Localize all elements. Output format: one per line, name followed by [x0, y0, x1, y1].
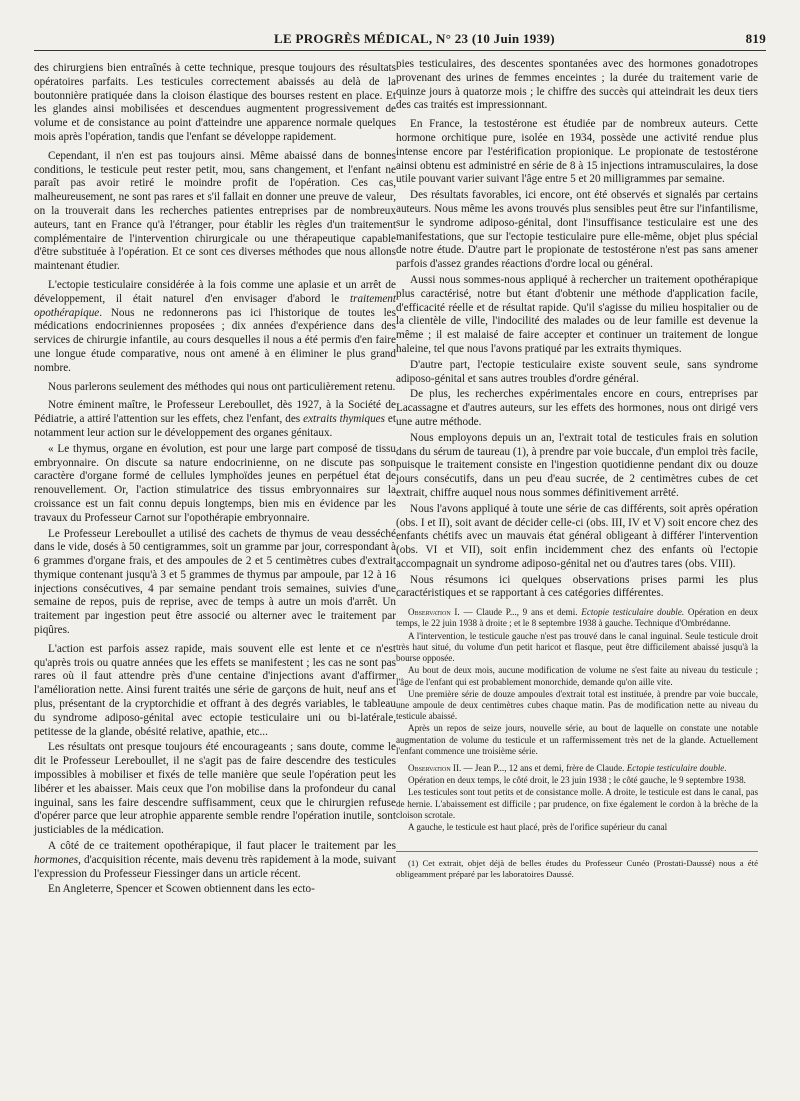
observation-text: Après un repos de seize jours, nouvelle série, au bout de laquelle on constate une notable augmentation de volume du testicule et un raffermissement très net de la glande. Actuellement l'enfant commence une troisième série.	[396, 723, 758, 756]
paragraph: des chirurgiens bien entraînés à cette technique, presque toujours des résultats opératoires parfaits. Les testicules correctement abaissés au delà de la boutonnière pratiquée dans la cloison élastique des bourses restent en place. Et les glandes ainsi mobilisées et descendues augmentent progressivement de volume et de consistance au point d'atteindre une apparence normale quelques mois après l'opération, tandis que l'enfant se développe rapidement.	[34, 62, 396, 143]
footnote-text: (1) Cet extrait, objet déjà de belles études du Professeur Cunéo (Prostati-Daussé) nous a été obligeamment préparé par les laboratoires Daussé.	[396, 858, 758, 879]
paragraph: Aussi nous sommes-nous appliqué à rechercher un traitement opothérapique plus caractérisé, notre but étant d'obtenir une méthode d'application facile, d'efficacité réelle et de résultat rapide. Qu'il s'agisse du milieu hospitalier ou de la clientèle de ville, l'indocilité des malades ou de leur famille est devenue la même ; il est malaisé de faire accepter et continuer un traitement de longue haleine, tel que nous l'avons pratiqué par les extraits thymiques.	[396, 273, 758, 355]
page-number: 819	[745, 31, 766, 46]
paragraph: Nous l'avons appliqué à toute une série de cas différents, soit après opération (obs. I et II), soit avant de décider celle-ci (obs. III, IV et V) soit encore chez des enfants chétifs avec un mauvais état général obligeant à différer l'intervention (obs. VI et VII), soit enfin incidemment chez des enfants où l'ectopie accompagnait un syndrome adiposo-génital net ou d'autres tares (obs. VIII).	[396, 502, 758, 570]
observation-heading: Observation II. — Jean P..., 12 ans et demi, frère de Claude. Ectopie testiculaire double.	[408, 762, 727, 773]
paragraph: Des résultats favorables, ici encore, ont été observés et signalés par certains auteurs. Nous même les avons trouvés plus sensibles peut être sur l'infantilisme, sur le syndrome adiposo-génital, dont l'insuffisance testiculaire est une des manifestations, que sur l'ectopie testiculaire pure elle-même, objet plus spécial de notre étude. D'autre part le propionate de testostérone n'est pas sans amener parfois d'assez grandes réactions d'ordre local ou général.	[396, 189, 758, 271]
journal-title: LE PROGRÈS MÉDICAL, N° 23 (10 Juin 1939)	[274, 31, 555, 46]
paragraph: Notre éminent maître, le Professeur Lereboullet, dès 1927, à la Société de Pédiatrie, a attiré l'attention sur les effets, chez l'enfant, des extraits thymiques et notamment leur action sur le développement des organes génitaux.	[34, 399, 397, 439]
observation-text: Au bout de deux mois, aucune modification de volume ne s'est faite au niveau du testicule ; l'âge de l'enfant qui est probablement monorchide, demande qu'on aille vite.	[396, 665, 758, 687]
paragraph: Nous résumons ici quelques observations prises parmi les plus caractéristiques et se rapportant à ces catégories différentes.	[396, 573, 758, 600]
paragraph: D'autre part, l'ectopie testiculaire existe souvent seule, sans syndrome adiposo-génital et sans autres troubles d'ordre général.	[396, 358, 758, 385]
right-column	[396, 58, 758, 879]
paragraph: Le Professeur Lereboullet a utilisé des cachets de thymus de veau desséché dans le vide, dosés à 50 centigrammes, soit un gramme par jour, correspondant à 6 grammes d'organe frais, et des ampoules de 2 et 5 centimètres cubes d'extrait thymique contenant jusqu'à 3 et 5 grammes de thymus par ampoule, par 12 à 16 injections consécutives, 4 par semaine pendant trois semaines, suivies d'une semaine de repos, puis de reprise, avec de temps à autre un mois d'arrêt. Un traitement par ingestion peut être associé ou alterner avec le traitement par piqûres.	[34, 527, 396, 637]
observation-text: Une première série de douze ampoules d'extrait total est instituée, à prendre par voie buccale, une ampoule de deux centimètres cubes chaque matin. Pas de modification nette au niveau du testicule abaissé.	[396, 688, 758, 722]
footnote	[396, 851, 758, 879]
observation-text: A gauche, le testicule est haut placé, près de l'orifice supérieur du canal	[408, 821, 668, 832]
paragraph: Nous employons depuis un an, l'extrait total de testicules frais en solution dans du sérum de taureau (1), à prendre par voie buccale, d'un emploi très facile, puisque le traitement consiste en l'ingestion quotidienne pendant dix ou douze jours consécutifs, dans un peu d'eau sucrée, de 2 centimètres cubes de cet extrait, chiffre auquel nous nous sommes définitivement arrêté.	[396, 431, 758, 499]
paragraph: A côté de ce traitement opothérapique, il faut placer le traitement par les hormones, d'acquisition récente, mais devenu très rapidement à la mode, suivant l'expression du Professeur Fiessinger dans un article récent.	[34, 840, 396, 880]
paragraph: En France, la testostérone est étudiée par de nombreux auteurs. Cette hormone orchitique pure, isolée en 1934, possède une activité rendue plus intense encore par l'estérification propionique. Le propionate de testostérone ainsi obtenu est administré en série de 8 à 15 injections intramusculaires, la dose utile pouvant varier suivant l'âge entre 5 et 20 milligrammes par semaine.	[396, 118, 758, 186]
observation-2	[396, 763, 758, 833]
observation-heading: Observation I. — Claude P..., 9 ans et demi. Ectopie testiculaire double. Opération en deux temps, le 22 juin 1938 à droite ; et le 8 septembre 1938 à gauche. Technique d'Ombrédanne.	[396, 607, 758, 629]
paragraph: pies testiculaires, des descentes spontanées avec des hormones gonadotropes provenant des urines de femmes enceintes ; la durée du traitement varie de quinze jours à quatorze mois ; le chiffre des succès qui atteindrait les deux tiers des cas traités est impressionnant.	[396, 58, 758, 112]
paragraph: Les résultats ont presque toujours été encourageants ; sans doute, comme le dit le Professeur Lereboullet, il ne s'agit pas de faire descendre des testicules impossibles à mobiliser et fixés de telle manière que seule l'opération peut les libérer et les abaisser. Mais ceux que l'on mobilise dans la profondeur du canal inguinal, sans les faire descendre suffisamment, ceux que le chirurgien refuse d'opérer parce que leur atrophie apparente semble rendre l'opération inutile, sont justiciables de la médication.	[34, 741, 396, 837]
paragraph: Nous parlerons seulement des méthodes qui nous ont particulièrement retenu.	[48, 380, 396, 393]
paragraph: De plus, les recherches expérimentales encore en cours, entreprises par Lacassagne et d'autres auteurs, sur les effets des hormones, nous ont dirigé vers une autre méthode.	[396, 388, 758, 428]
left-column	[34, 62, 396, 902]
paragraph: Cependant, il n'en est pas toujours ainsi. Même abaissé dans de bonnes conditions, le testicule peut rester petit, mou, sans changement, et l'enfant ne paraît pas avoir retiré le moindre profit de l'opération. Ces cas, malheureusement, ne sont pas rares et s'il fallait en donner une preuve de valeur, on la trouverait dans les recherches patientes entreprises par de nombreux auteurs, tant en France qu'à l'étranger, pour établir les règles d'un traitement complémentaire de l'intervention chirurgicale ou une thérapeutique capable d'être substituée à l'opération. Et ce sont ces diverses méthodes que nous allons maintenant étudier.	[34, 149, 396, 273]
observation-text: A l'intervention, le testicule gauche n'est pas trouvé dans le canal inguinal. Seule testicule droit très haut situé, du volume d'un petit haricot et flasque, peut être difficilement abaissé jusqu'à la bourse opposée.	[396, 630, 758, 664]
running-header	[34, 28, 766, 51]
paragraph: En Angleterre, Spencer et Scowen obtiennent dans les ecto-	[48, 883, 315, 896]
quotation-paragraph: « Le thymus, organe en évolution, est pour une large part composé de tissu embryonnaire. On discute sa nature endocrinienne, on ne discute pas son caractère d'organe formé de cellules lymphoïdes jeunes en perpétuel état de renouvellement. Or, l'action stimulatrice des tissus embryonnaires sur la croissance est un fait connu depuis longtemps, bien mis en évidence par les travaux du Professeur Carnot sur l'opothérapie embryonnaire.	[34, 442, 396, 524]
paragraph: L'action est parfois assez rapide, mais souvent elle est lente et ce n'est qu'après trois ou quatre années que les effets se manifestent ; les cas ne sont pas rares où il faut attendre près d'une centaine d'injections avant d'affirmer l'amélioration nette. Ainsi furent traités une série de garçons de huit, neuf ans et plus, présentant de la cryptorchidie et offrant à des degrés variables, le tableau du syndrome adiposo-génital avec ectopie testiculaire uni ou bi-latérale, petitesse de la glande, obésité relative, apathie, etc...	[34, 642, 396, 738]
paragraph: L'ectopie testiculaire considérée à la fois comme une aplasie et un arrêt de développement, il était naturel d'en envisager d'abord le traitement opothérapique. Nous ne redonnerons pas ici l'historique de toutes les médications endocriniennes proposées ; dix années d'expérience dans des services de chirurgie infantile, au cours desquelles il nous a été permis d'en faire une longue étude comparative, nous ont amené à en éliminer le plus grand nombre.	[34, 278, 396, 374]
observation-1	[396, 607, 758, 757]
observation-text: Les testicules sont tout petits et de consistance molle. A droite, le testicule est dans le canal, pas de hernie. L'abaissement est difficile ; par prudence, on fixe également le cordon à la brèche de la cloison scrotale.	[396, 787, 758, 820]
observation-text: Opération en deux temps, le côté droit, le 23 juin 1938 ; le côté gauche, le 9 septembre 1938.	[408, 775, 746, 786]
